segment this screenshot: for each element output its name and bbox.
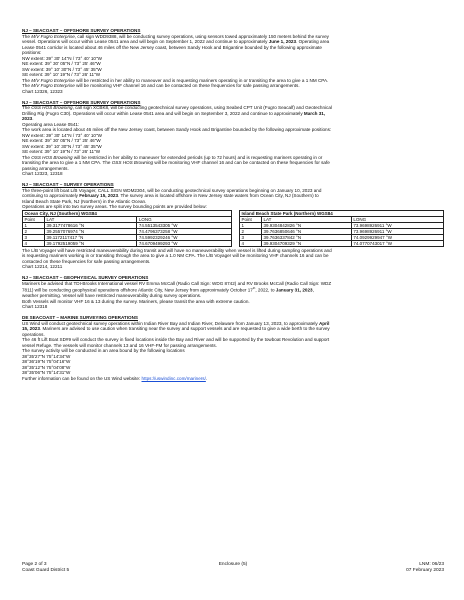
vessel-name: M/V Fugro Enterprise bbox=[31, 33, 75, 39]
text: . Mariners are advised to use caution when transiting near the survey and support vessels and are requested to give a wide berth to the survey bbox=[39, 326, 330, 332]
coordinate-line: SE extent: 39° 10' 19"N / 73° 26' 11"W bbox=[22, 72, 101, 77]
end-date: February 15, 2023 bbox=[79, 193, 119, 199]
district-name: Coast Guard District 5 bbox=[22, 568, 70, 573]
paragraph-line: is requesting mariners working in or transiting through the area to give a 1.0 NM CPA. The L/B Voyager will be monitoring VHF channels 16 and can be bbox=[22, 253, 329, 259]
table-cell: 39.7636337842 °N bbox=[262, 235, 352, 241]
page-number: Page 2 of 3 bbox=[22, 562, 47, 567]
paragraph-line: contacted on these frequencies for safe passing arrangements. bbox=[22, 258, 151, 264]
coordinate-line: NE extent: 39° 30' 05"N / 73° 25' 46"W bbox=[22, 138, 101, 144]
table-cell: 1 bbox=[23, 223, 45, 229]
text: , bbox=[312, 287, 314, 293]
issue-date: 07 February 2023 bbox=[406, 568, 444, 573]
column-header: LAT bbox=[45, 217, 137, 223]
table-cell: 3 bbox=[23, 235, 45, 241]
table-row bbox=[240, 241, 444, 247]
table-cell: 1 bbox=[240, 223, 262, 229]
table-cell: 74.0770743017 °W bbox=[351, 241, 443, 247]
section-de-marine-surveying bbox=[22, 315, 444, 381]
section-heading: NJ – SEACOAST – OFFSHORE SURVEY OPERATIONS bbox=[22, 28, 141, 33]
text: . Operating area bbox=[296, 39, 330, 44]
table-cell: 39.2557076974 °N bbox=[45, 229, 137, 235]
text: , 2022, to bbox=[255, 287, 276, 293]
table-cell: 74.6709499293 °W bbox=[137, 241, 232, 247]
text: The bbox=[22, 33, 32, 39]
survey-area-table-southern bbox=[22, 210, 232, 247]
us-wind-link[interactable]: https://uswindinc.com/mariners/ bbox=[141, 375, 206, 381]
paragraph-line bbox=[22, 376, 444, 382]
paragraph-line: operations. bbox=[22, 331, 45, 337]
coordinate-line: 38°35'27"N 75°14'34"W bbox=[22, 353, 71, 359]
paragraph-line: Both Vessels will monitor VHF 16 & 13 during the survey. Mariners, please transit the area with extreme caution. bbox=[22, 298, 250, 304]
paragraph-line: vessel Refuge. The vessels will monitor channels 13 and 16 VHF-FM for passing arrangements. bbox=[22, 342, 217, 348]
ordinal-suffix: th bbox=[252, 286, 256, 291]
section-lb-voyager bbox=[22, 182, 444, 270]
paragraph-line: positions: bbox=[22, 50, 42, 55]
text: US Wind will conduct geotechnical survey operations within Indian River Bay and Indian River, Delaware from January 13, 2023, to approximately bbox=[22, 320, 319, 326]
section-heading: NJ – SEACOAST – GEOPHYSICAL SURVEY OPERATIONS bbox=[22, 275, 149, 281]
text: 7811) will be conducting geophysical operations offshore Atlantic City, New Jersey from approximately October 17 bbox=[22, 287, 253, 293]
end-date: June 1, 2023 bbox=[268, 39, 297, 44]
table-cell: 2 bbox=[240, 229, 262, 235]
text: , call sign WDD9388, will be conducting survey operations, using sensors towed approximately 150 meters behind the survey bbox=[74, 33, 329, 39]
coordinate-line: NE extent: 39° 30' 05"N / 73° 25' 46"W bbox=[22, 61, 101, 66]
text: . bbox=[205, 375, 208, 381]
column-header: Point bbox=[23, 217, 45, 223]
paragraph-line: Operations are split into two survey areas. The survey bounding points are provided below: bbox=[22, 204, 207, 210]
coordinate-line: 38°35'12"N 75°04'08"W bbox=[22, 364, 71, 370]
paragraph-line: The 46 ft Lift Boat SD#9 will conduct the survey in fixed locations inside the Bay and River and will be supported by the towboat Revolution and support bbox=[22, 337, 330, 343]
text: The bbox=[22, 105, 32, 111]
table-cell: 3 bbox=[240, 235, 262, 241]
text: Further information can be found on the US Wind website: bbox=[22, 375, 142, 381]
paragraph-line: Lease 0541 corridor is located about 46 miles off the New Jersey coast, between Sandy Hook and Brigantine bounded by the following approximate bbox=[22, 44, 322, 50]
text: will be restricted in her ability to maneuver and is requesting mariners operating in or transiting the area to give a 1 NM CPA. bbox=[74, 77, 329, 83]
table-cell: 2 bbox=[23, 229, 45, 235]
end-date-rest: 15, 2023 bbox=[22, 326, 40, 332]
paragraph-line: Operating area Lease 0541: bbox=[22, 121, 80, 127]
table-cell: 39.1172117417 °N bbox=[45, 235, 137, 241]
text: continuing to approximately bbox=[22, 193, 80, 199]
paragraph-line: The survey activity will be conducted in an area bound by the following locations bbox=[22, 348, 185, 354]
paragraph-line: The L/B Voyager will have restricted maneuverability during transit and will have no maneuverability when vessel is lifted during sampling operations and bbox=[22, 247, 332, 253]
text: . bbox=[32, 116, 34, 122]
table-cell: 4 bbox=[240, 241, 262, 247]
text: Drilling Rig (Fugro C30). Operations will occur within Lease 0541 area and will begin on September 3, 2022 and continue to approximately bbox=[22, 110, 304, 116]
vessel-name: OSS HOS Browning bbox=[111, 160, 154, 166]
table-cell: 74.5992329246 °W bbox=[137, 235, 232, 241]
table-cell: 39.9304842826 °N bbox=[262, 223, 352, 229]
text: transiting the area to give a 1 NM CPA. The bbox=[22, 160, 112, 166]
table-cell: 39.3177478616 °N bbox=[45, 223, 137, 229]
coordinate-line: SW extent: 39° 10' 30"N / 73° 45' 35"W bbox=[22, 143, 102, 149]
table-title: Island Beach State Park (Northern) WGS84 bbox=[240, 211, 444, 217]
section-hos-browning bbox=[22, 100, 444, 177]
survey-area-table-northern bbox=[239, 210, 444, 247]
vessel-name: M/V Fugro Enterprise bbox=[31, 77, 75, 83]
chart-reference: Chart 12323, 12318 bbox=[22, 171, 63, 177]
end-date: April bbox=[318, 320, 330, 326]
table-cell: 74.5513543305 °W bbox=[137, 223, 232, 229]
lnm-number: LNM: 06/23 bbox=[419, 562, 444, 567]
paragraph-line: The work area is located about 46 miles off the New Jersey coast, between Sandy Hook and Brigantine bounded by the following approximate positions: bbox=[22, 127, 332, 133]
table-cell: 39.1792519059 °N bbox=[45, 241, 137, 247]
vessel-name: OSS HOS Browning bbox=[31, 105, 73, 111]
text: will be monitoring VHF channel 16 and can be contacted on these frequencies for safe passing arrangements. bbox=[74, 83, 300, 88]
chart-reference: Chart 12214, 12211 bbox=[22, 264, 63, 270]
text: The bbox=[22, 154, 32, 160]
text: will be restricted in her ability to maneuver for extended periods (up to 72 hours) and is requesting mariners operating in or bbox=[72, 154, 323, 160]
paragraph-line: The three-point lift boat L/B Voyager, CALL SIGN WDM2304, will be conducting geotechnical survey operations beginning on January 10, 2023 and bbox=[22, 187, 322, 193]
table-cell: 39.9304709329 °N bbox=[262, 241, 352, 247]
end-date: March 31, bbox=[303, 110, 326, 116]
column-header: LONG bbox=[351, 217, 443, 223]
section-fugro-enterprise bbox=[22, 28, 444, 94]
section-heading: NJ – SEACOAST – OFFSHORE SURVEY OPERATIONS bbox=[22, 99, 141, 105]
text: will be monitoring VHF channel 16 and can be contacted on these frequencies for safe bbox=[153, 160, 330, 166]
text: , call sign XCBK8, will be conducting geotechnical survey operations, using Seabed CPT Unit (Fugro Seacalf) and Geotechnical bbox=[72, 105, 332, 111]
text: The bbox=[22, 77, 32, 83]
text: . The survey area is located offshore in New Jersey state waters from Ocean City, NJ (Southern) to bbox=[118, 193, 319, 199]
paragraph-line bbox=[22, 286, 444, 293]
table-row bbox=[23, 241, 232, 247]
coordinate-line: SW extent: 39° 10' 30"N / 73° 45' 35"W bbox=[22, 66, 102, 72]
table-cell: 39.7636850646 °N bbox=[262, 229, 352, 235]
coordinate-line: NW extent: 39° 30' 14"N / 73° 40' 10"W bbox=[22, 55, 102, 61]
survey-area-tables bbox=[22, 210, 444, 247]
enclosure-label: Enclosure (5) bbox=[218, 562, 248, 567]
coordinate-line: 38°35'06"N 75°14'31"W bbox=[22, 370, 71, 376]
end-date: January 31, 2023 bbox=[275, 287, 313, 293]
chart-reference: Chart 12326, 12323 bbox=[22, 88, 63, 94]
section-geophysical-survey bbox=[22, 275, 444, 310]
page-content bbox=[22, 28, 444, 387]
end-date-year: 2023 bbox=[22, 116, 33, 122]
column-header: LONG bbox=[137, 217, 232, 223]
paragraph-line: passing arrangements. bbox=[22, 165, 69, 171]
column-header: Point bbox=[240, 217, 262, 223]
coordinate-line: 38°36'19"N 75°04'16"W bbox=[22, 359, 71, 365]
text: The bbox=[22, 83, 32, 88]
table-title: Ocean City, NJ (Southern) WGS84 bbox=[23, 211, 232, 217]
table-cell: 4 bbox=[23, 241, 45, 247]
table-cell: 73.9698926911 °W bbox=[351, 223, 443, 229]
table-cell: 73.9698926911 °W bbox=[351, 229, 443, 235]
paragraph-line: Mariners be advised that TDI-Brooks International vessel RV Emma McCall (Radio Call Sign: WDG 8742) and RV Brooks McCall (Radio Call Sign: WDZ bbox=[22, 280, 332, 286]
coordinate-line: SE extent: 39° 10' 19"N / 73° 26' 11"W bbox=[22, 149, 101, 155]
paragraph-line: weather permitting. Vessel will have restricted maneuverability during survey operations. bbox=[22, 293, 202, 299]
section-heading: DE SEACOAST – MARINE SURVEYING OPERATIONS bbox=[22, 315, 138, 321]
table-cell: 74.0929929947 °W bbox=[351, 235, 443, 241]
column-header: LAT bbox=[262, 217, 352, 223]
vessel-name: M/V Fugro Enterprise bbox=[31, 83, 75, 88]
section-heading: NJ – SEACOAST – SURVEY OPERATIONS bbox=[22, 182, 114, 188]
vessel-name: OSS HOS Browning bbox=[31, 154, 73, 160]
chart-reference: Chart 12318 bbox=[22, 304, 48, 310]
table-cell: 74.4796373258 °W bbox=[137, 229, 232, 235]
coordinate-line: NW extent: 39° 30' 14"N / 73° 40' 10"W bbox=[22, 132, 102, 138]
text: vessel. Operations will occur within Lease 0541 area and will begin on September 1, 2022 and continue to approximately bbox=[22, 39, 269, 44]
paragraph-line: Island Beach State Park, NJ (Northern) in the Atlantic Ocean. bbox=[22, 198, 147, 204]
